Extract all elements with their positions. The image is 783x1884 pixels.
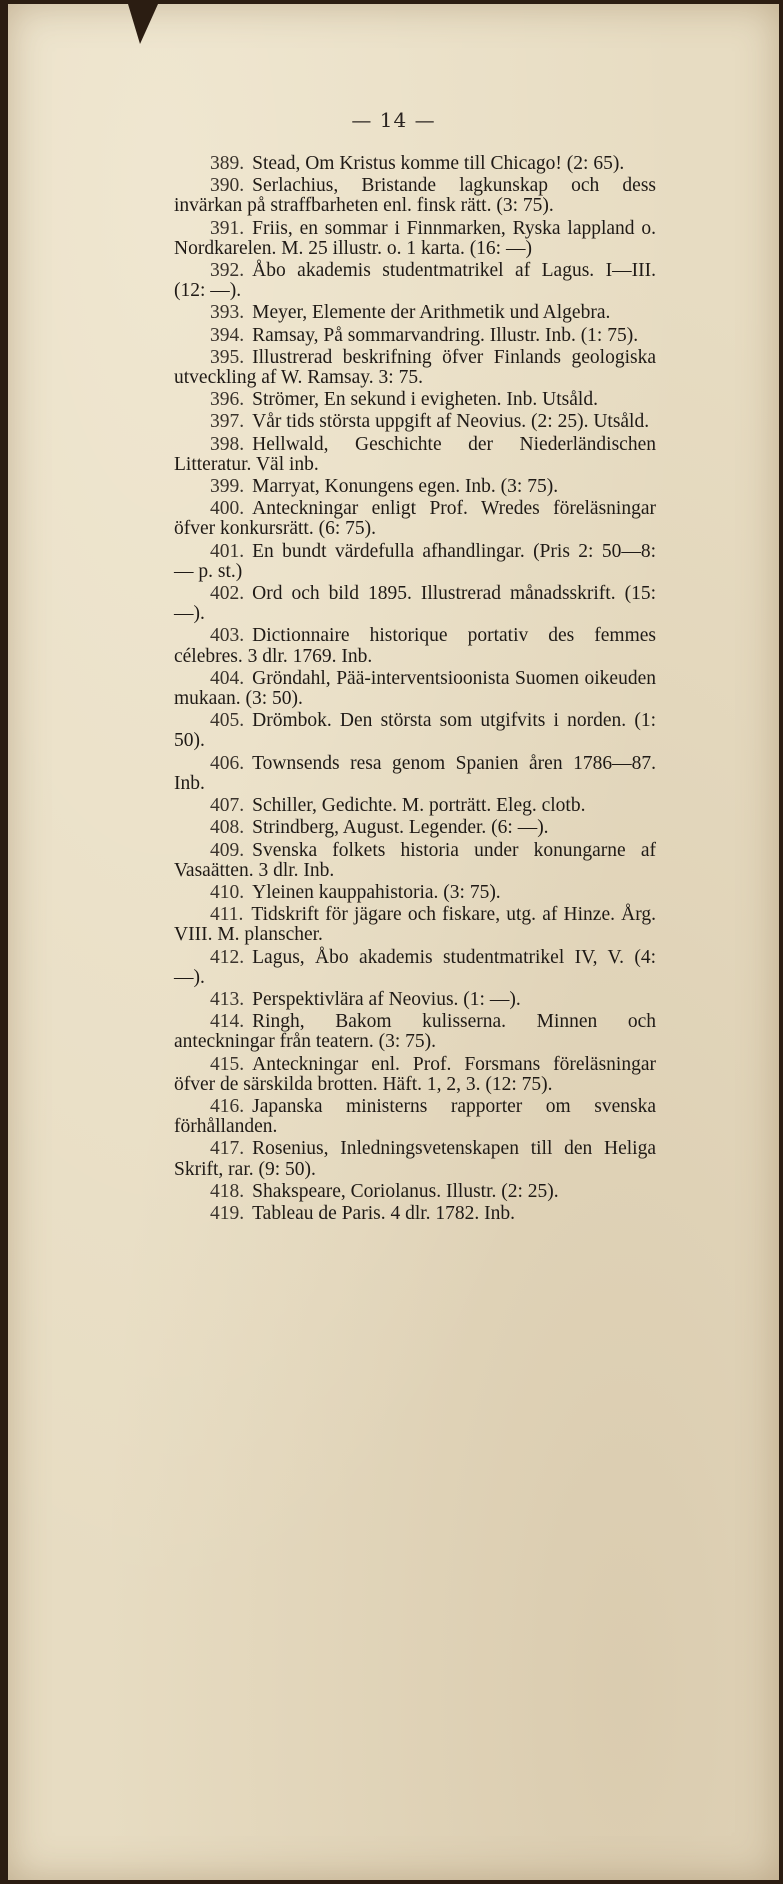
- entry-number: 393.: [210, 302, 245, 324]
- entry-number: 417.: [210, 1138, 245, 1160]
- entry-number: 411.: [210, 904, 244, 926]
- catalog-entry: [174, 669, 656, 709]
- entry-text: Friis, en sommar i Finnmarken, Ryska lappland o. Nordkarelen. M. 25 illustr. o. 1 karta. (16: —): [174, 217, 656, 259]
- entry-number: 418.: [210, 1180, 245, 1202]
- entry-text: Anteckningar enl. Prof. Forsmans föreläsningar öfver de särskilda brotten. Häft. 1, 2, 3. (12: 75).: [174, 1053, 656, 1095]
- entry-number: 408.: [210, 817, 245, 839]
- entry-text: Stead, Om Kristus komme till Chicago! (2: 65).: [252, 153, 625, 174]
- catalog-entry: [174, 499, 656, 539]
- catalog-entry: [174, 1204, 656, 1224]
- catalog-entry: [174, 711, 656, 751]
- catalog-entry: [174, 542, 656, 582]
- catalog-entry: [174, 303, 656, 323]
- catalog-entry: [174, 1012, 656, 1052]
- entry-number: 399.: [210, 476, 245, 498]
- entry-text: Perspektivlära af Neovius. (1: —).: [252, 988, 521, 1010]
- entry-text: Ramsay, På sommarvandring. Illustr. Inb. (1: 75).: [252, 324, 639, 346]
- catalog-entry: [174, 176, 656, 216]
- catalog-entry: [174, 1182, 656, 1202]
- catalog-entry: [174, 326, 656, 346]
- entry-number: 401.: [210, 540, 245, 562]
- entry-number: 402.: [210, 583, 245, 605]
- catalog-entry: [174, 412, 656, 432]
- catalog-page: [8, 4, 779, 1880]
- entry-number: 403.: [210, 625, 245, 647]
- entry-text: Dictionnaire historique portativ des femmes célebres. 3 dlr. 1769. Inb.: [174, 625, 656, 667]
- entry-number: 413.: [210, 988, 245, 1010]
- entry-number: 397.: [210, 411, 245, 433]
- entry-number: 395.: [210, 346, 245, 368]
- entry-number: 415.: [210, 1053, 245, 1075]
- catalog-entry: [174, 626, 656, 666]
- entry-text: En bundt värdefulla afhandlingar. (Pris 2: 50—8: — p. st.): [174, 540, 656, 582]
- entry-text: Gröndahl, Pää-interventsioonista Suomen oikeuden mukaan. (3: 50).: [174, 667, 656, 710]
- entry-text: Strindberg, August. Legender. (6: —).: [252, 817, 549, 839]
- entry-text: Schiller, Gedichte. M. porträtt. Eleg. clotb.: [252, 795, 586, 817]
- catalog-entry: [174, 390, 656, 410]
- entry-text: Marryat, Konungens egen. Inb. (3: 75).: [252, 476, 559, 498]
- catalog-entry: [174, 818, 656, 838]
- page-number: — 14 —: [351, 108, 436, 132]
- entry-number: 398.: [210, 433, 245, 455]
- catalog-entry: [174, 1097, 656, 1137]
- entry-text: Svenska folkets historia under konungarne af Vasaätten. 3 dlr. Inb.: [174, 839, 656, 881]
- entry-text: Yleinen kauppahistoria. (3: 75).: [252, 881, 501, 903]
- entry-number: 412.: [210, 946, 245, 968]
- entry-text: Hellwald, Geschichte der Niederländischen Litteratur. Väl inb.: [174, 433, 656, 475]
- entry-number: 389.: [210, 153, 245, 174]
- entry-number: 407.: [210, 795, 245, 817]
- entry-text: Tableau de Paris. 4 dlr. 1782. Inb.: [252, 1202, 516, 1224]
- entry-number: 392.: [210, 260, 245, 282]
- torn-edge: [128, 4, 158, 44]
- entry-text: Tidskrift för jägare och fiskare, utg. af Hinze. Årg. VIII. M. planscher.: [174, 904, 656, 946]
- catalog-entry: [174, 1055, 656, 1095]
- entry-text: Illustrerad beskrifning öfver Finlands geologiska utveckling af W. Ramsay. 3: 75.: [174, 346, 656, 389]
- entry-number: 394.: [210, 324, 245, 346]
- catalog-entry: [174, 348, 656, 388]
- entry-text: Rosenius, Inledningsvetenskapen till den Heliga Skrift, rar. (9: 50).: [174, 1138, 656, 1180]
- entry-text: Ord och bild 1895. Illustrerad månadsskrift. (15: —).: [174, 583, 656, 625]
- entry-text: Vår tids största uppgift af Neovius. (2: 25). Utsåld.: [252, 411, 650, 433]
- catalog-entry: [174, 477, 656, 497]
- catalog-entry: [174, 754, 656, 794]
- catalog-entry: [174, 219, 656, 259]
- catalog-entry: [174, 883, 656, 903]
- entry-text: Strömer, En sekund i evigheten. Inb. Utsåld.: [252, 389, 598, 411]
- catalog-entry: [174, 841, 656, 881]
- entry-text: Townsends resa genom Spanien åren 1786—87. Inb.: [174, 752, 656, 794]
- entry-text: Serlachius, Bristande lagkunskap och dess invärkan på straffbarheten enl. finsk rätt. (3: 75).: [174, 175, 656, 217]
- catalog-entry: [174, 990, 656, 1010]
- catalog-entry: [174, 435, 656, 475]
- entry-number: 410.: [210, 881, 245, 903]
- entry-text: Åbo akademis studentmatrikel af Lagus. I—III. (12: —).: [174, 260, 656, 302]
- entry-number: 396.: [210, 389, 245, 411]
- catalog-entry: [174, 948, 656, 988]
- entry-number: 404.: [210, 667, 245, 689]
- catalog-entry: [174, 796, 656, 816]
- entry-text: Drömbok. Den största som utgifvits i norden. (1: 50).: [174, 710, 656, 752]
- entry-number: 400.: [210, 498, 245, 520]
- entry-number: 409.: [210, 839, 245, 861]
- catalog-entry: [174, 1139, 656, 1179]
- entry-number: 405.: [210, 710, 245, 732]
- catalog-entry: [174, 261, 656, 301]
- entry-number: 406.: [210, 752, 245, 774]
- entry-text: Japanska ministerns rapporter om svenska förhållanden.: [174, 1095, 656, 1138]
- entry-text: Shakspeare, Coriolanus. Illustr. (2: 25).: [252, 1180, 559, 1202]
- entry-number: 416.: [210, 1095, 245, 1117]
- catalog-entry: [174, 584, 656, 624]
- catalog-entry: [174, 905, 656, 945]
- entry-text: Lagus, Åbo akademis studentmatrikel IV, V. (4: —).: [174, 946, 656, 988]
- entry-number: 419.: [210, 1202, 245, 1224]
- entry-text: Ringh, Bakom kulisserna. Minnen och anteckningar från teatern. (3: 75).: [174, 1011, 656, 1053]
- entry-text: Meyer, Elemente der Arithmetik und Algebra.: [252, 302, 611, 324]
- entry-number: 414.: [210, 1011, 245, 1033]
- catalog-list: [174, 154, 656, 1226]
- entry-number: 391.: [210, 217, 245, 239]
- entry-text: Anteckningar enligt Prof. Wredes föreläsningar öfver konkursrätt. (6: 75).: [174, 498, 656, 540]
- catalog-entry: [174, 154, 656, 174]
- entry-number: 390.: [210, 175, 245, 197]
